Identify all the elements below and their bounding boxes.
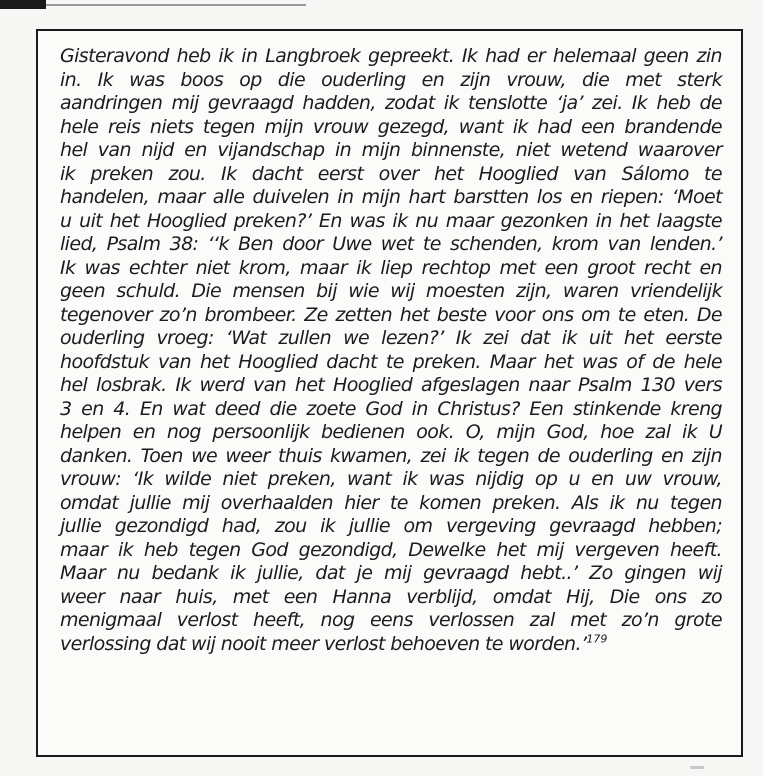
quote-line: menigmaal verlost heeft, nog eens verlossen zal met zo’n grote [60,609,722,631]
quote-line: lied, Psalm 38: ‘‘k Ben door Uwe wet te schenden, krom van lenden.’ [60,233,722,255]
quote-line: vrouw: ‘Ik wilde niet preken, want ik was nijdig op u en uw vrouw, [60,468,722,490]
quote-line: danken. Toen we weer thuis kwamen, zei ik tegen de ouderling en zijn [60,444,722,467]
quote-line: hel van nijd en vijandschap in mijn binnenste, niet wetend waarover [60,139,722,161]
footnote-reference[interactable]: 179 [586,632,608,646]
quote-line: ouderling vroeg: ‘Wat zullen we lezen?’ Ik zei dat ik uit het eerste [60,327,722,349]
quote-line: ik preken zou. Ik dacht eerst over het Hooglied van Sálomo te [60,162,722,185]
quote-line: omdat jullie mij overhaalden hier te komen preken. Als ik nu tegen [60,491,722,514]
quote-line: hel losbrak. Ik werd van het Hooglied afgeslagen naar Psalm 130 vers [60,374,722,396]
quote-line: Ik was echter niet krom, maar ik liep rechtop met een groot recht en [60,256,722,279]
quote-line: weer naar huis, met een Hanna verblijd, omdat Hij, Die ons zo [60,585,722,608]
header-rule [46,4,306,6]
quote-line: geen schuld. Die mensen bij wie wij moesten zijn, waren vriendelijk [60,280,722,302]
quote-line: jullie gezondigd had, zou ik jullie om vergeving gevraagd hebben; [60,515,722,537]
quote-line: hoofdstuk van het Hooglied dacht te preken. Maar het was of de hele [60,350,722,373]
quote-line: 3 en 4. En wat deed die zoete God in Christus? Een stinkende kreng [60,397,722,420]
quote-line: tegenover zo’n brombeer. Ze zetten het beste voor ons om te eten. De [60,303,722,326]
quote-line: u uit het Hooglied preken?’ En was ik nu maar gezonken in het laagste [60,209,722,232]
header-bar-fragment [0,0,46,9]
quote-line: in. Ik was boos op die ouderling en zijn vrouw, die met sterk [60,68,722,91]
quote-line: Gisteravond heb ik in Langbroek gepreekt. Ik had er helemaal geen zin [60,45,722,67]
quote-box [36,29,743,757]
page-edge-mark [690,766,704,769]
quote-line: helpen en nog persoonlijk bedienen ook. O, mijn God, hoe zal ik U [60,421,722,443]
quote-text [60,45,722,745]
quote-last-line [60,633,722,657]
quote-line: verlossing dat wij nooit meer verlost behoeven te worden.’ [60,632,587,655]
quote-line: Maar nu bedank ik jullie, dat je mij gevraagd hebt..’ Zo gingen wij [60,562,722,584]
quote-line: hele reis niets tegen mijn vrouw gezegd, want ik had een brandende [60,115,722,138]
quote-line: aandringen mij gevraagd hadden, zodat ik tenslotte ‘ja’ zei. Ik heb de [60,92,722,114]
quote-line: handelen, maar alle duivelen in mijn hart barstten los en riepen: ‘Moet [60,186,722,208]
quote-line: maar ik heb tegen God gezondigd, Dewelke het mij vergeven heeft. [60,538,722,561]
